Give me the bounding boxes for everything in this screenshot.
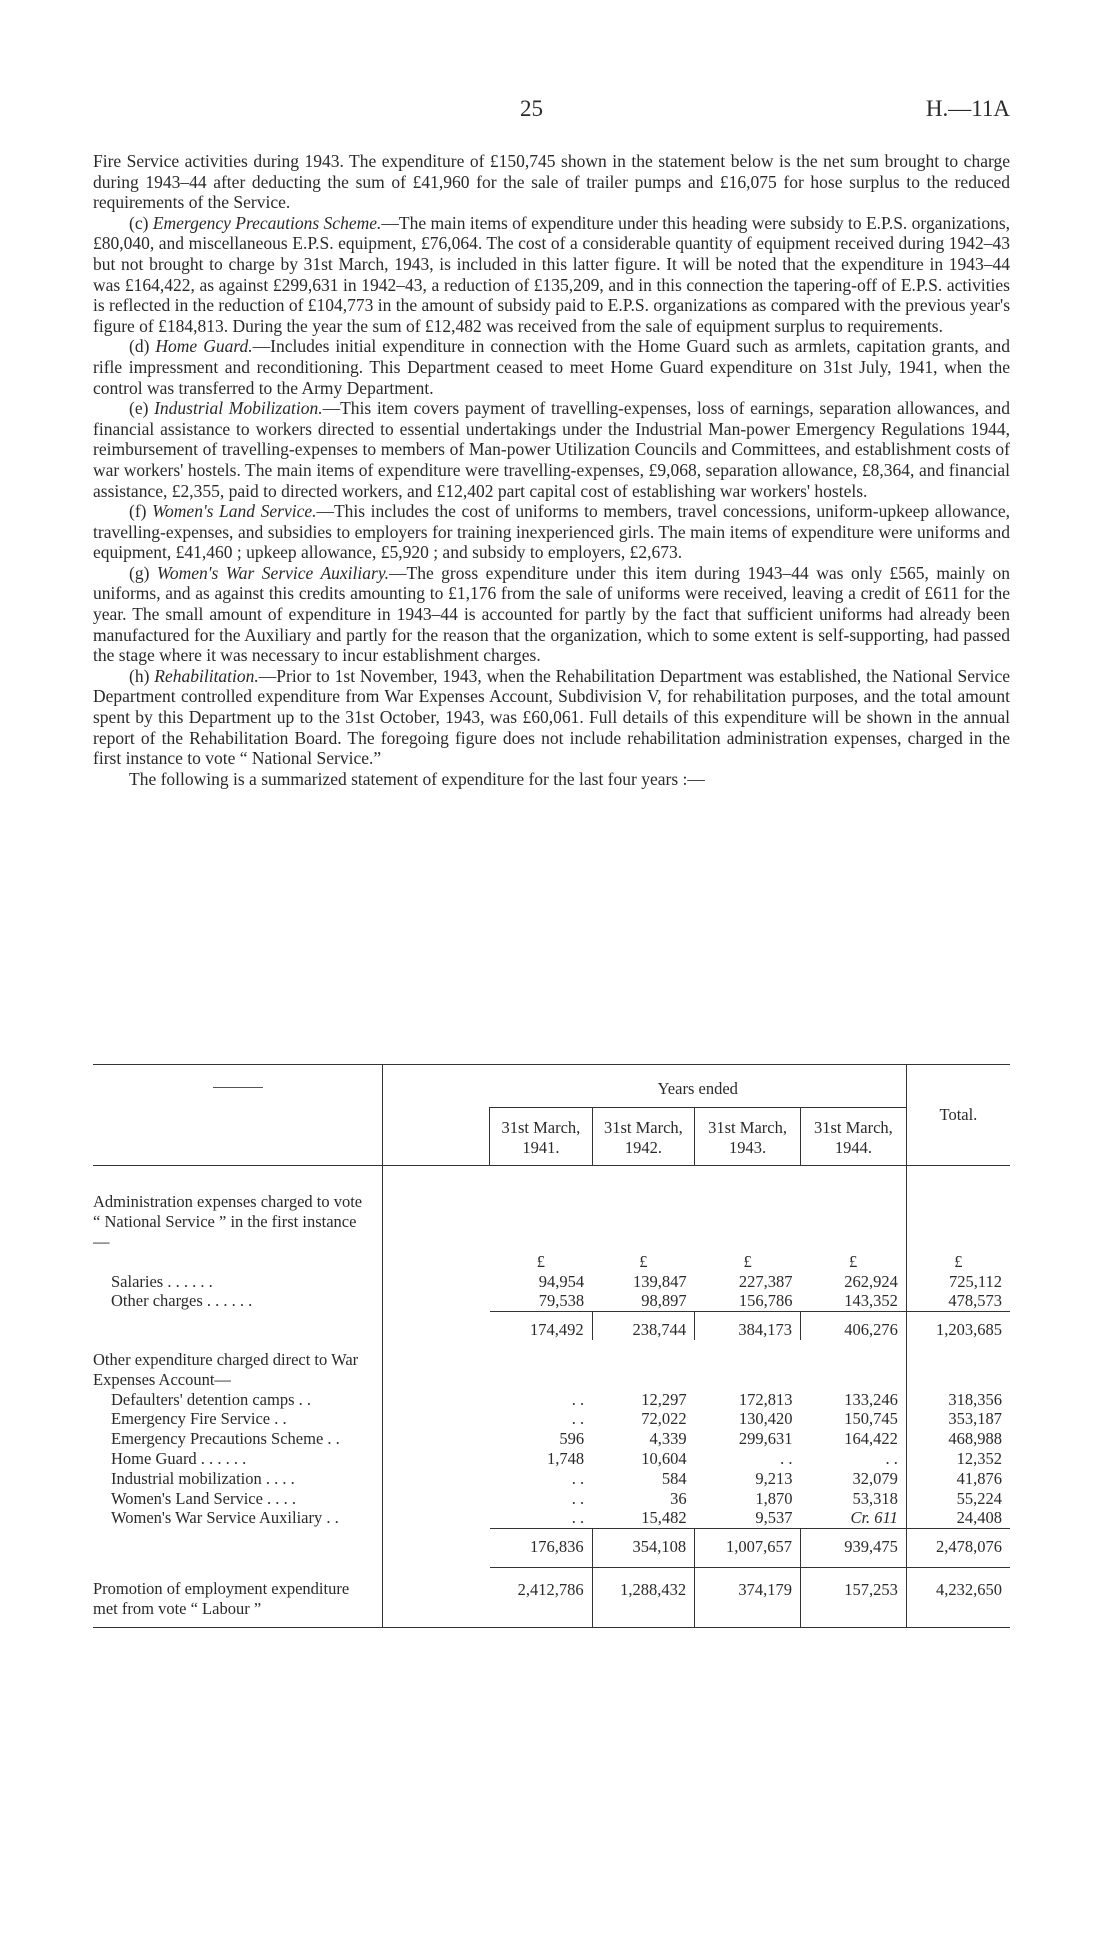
cell: 1,748 bbox=[547, 1448, 585, 1468]
table-row bbox=[93, 1390, 1010, 1410]
paragraph-text: —The main items of expenditure under this heading were subsidy to E.P.S. organizations, £80,040, and miscellaneous E.P.S. equipment, £76,064. The cost of a considerable quantity of equipment received during 1942–43 but not brought to charge by 31st March, 1943, is included in this latter figure. It will be noted that the expenditure in 1943–44 was £164,422, as against £299,631 in 1942–43, a reduction of £135,209, and in this connection the tapering-off of E.P.S. activities is reflected in the reduction of £104,773 in the amount of subsidy paid to E.P.S. organizations as compared with the previous year's figure of £184,813. During the year the sum of £12,482 was received from the sale of equipment surplus to requirements. bbox=[93, 212, 1011, 336]
table-row bbox=[93, 1489, 1010, 1509]
paragraph-label: (g) bbox=[129, 562, 150, 583]
paragraph-emergency-precautions bbox=[93, 213, 1010, 337]
subtotal-row bbox=[93, 1529, 1010, 1568]
cell: . . bbox=[780, 1448, 793, 1468]
cell: 318,356 bbox=[906, 1390, 1010, 1410]
paragraph-text: —This item covers payment of travelling-expenses, loss of earnings, separation allowances, and financial assistance to workers directed to essential undertakings under the Industrial Man-power Emergency Regulations 1944, reimbursement of travelling-expenses to members of Man-power Utilization Councils and Committees, and establishment costs of war workers' hostels. The main items of expenditure were travelling-expenses, £9,068, separation allowance, £8,364, and financial assistance, £2,355, paid to directed workers, and £12,402 part capital cost of establishing war workers' hostels. bbox=[93, 398, 1011, 501]
subtotal-row bbox=[93, 1312, 1010, 1340]
cell: 374,179 bbox=[695, 1567, 801, 1627]
paragraph-text: —This includes the cost of uniforms to members, travel concessions, uniform-upkeep allowance, travelling-expenses, and subsidies to employers for training inexperienced girls. The main items of expenditure were uniforms and equipment, £41,460 ; upkeep allowance, £5,920 ; and subsidy to employers, £2,673. bbox=[93, 501, 1011, 563]
cell: 36 bbox=[670, 1488, 687, 1508]
paragraph-label: (h) bbox=[129, 665, 150, 686]
cell: . . bbox=[571, 1468, 585, 1488]
cell: 1,288,432 bbox=[592, 1567, 695, 1627]
table-row bbox=[93, 1508, 1010, 1528]
row-label: Defaulters' detention camps . . bbox=[111, 1389, 311, 1409]
cell: 10,604 bbox=[641, 1448, 687, 1468]
paragraph-label: (f) bbox=[129, 501, 147, 522]
paragraph-heading: Women's Land Service. bbox=[152, 501, 317, 522]
cell: 12,297 bbox=[641, 1389, 687, 1409]
paragraph-text: —The gross expenditure under this item during 1943–44 was only £565, mainly on uniforms, and as against this credits amounting to £1,176 from the sale of uniforms were received, leaving a credit of £611 for the year. The small amount of expenditure in 1943–44 is accounted for partly by the fact that sufficient uniforms had already been manufactured for the Auxiliary and partly for the reason that the organization, which to some extent is self-supporting, had passed the stage where it was necessary to incur establishment charges. bbox=[93, 562, 1010, 666]
cell: 478,573 bbox=[906, 1291, 1010, 1311]
paragraph-heading: Industrial Mobilization. bbox=[154, 398, 323, 419]
currency-symbol: £ bbox=[849, 1251, 858, 1271]
paragraph-label: (d) bbox=[129, 336, 150, 357]
cell: 9,213 bbox=[755, 1468, 793, 1488]
cell: 227,387 bbox=[738, 1271, 793, 1291]
cell: 584 bbox=[661, 1468, 687, 1488]
subtotal-cell: 174,492 bbox=[530, 1320, 584, 1340]
paragraph-table-intro bbox=[93, 769, 1010, 790]
subtotal-cell: 939,475 bbox=[800, 1529, 906, 1568]
subtotal-cell: 1,007,657 bbox=[695, 1529, 801, 1568]
document-reference: H.—11A bbox=[925, 96, 1010, 121]
row-label: Salaries . . . . . . bbox=[111, 1271, 213, 1291]
paragraph-text: —Includes initial expenditure in connection with the Home Guard such as armlets, capitation grants, and rifle impressment and reconditioning. This Department ceased to meet Home Guard expenditure on 31st July, 1941, when the control was transferred to the Army Department. bbox=[93, 336, 1011, 398]
column-header-1942: 31st March, 1942. bbox=[592, 1107, 695, 1166]
table-row bbox=[93, 1449, 1010, 1469]
cell: 72,022 bbox=[641, 1409, 687, 1429]
stub-header bbox=[93, 1065, 383, 1166]
table-header-row bbox=[93, 1065, 1010, 1108]
paragraph-fire-service bbox=[93, 151, 1010, 213]
cell: 94,954 bbox=[538, 1271, 585, 1291]
row-label: Industrial mobilization . . . . bbox=[111, 1468, 295, 1488]
cell: 1,870 bbox=[755, 1488, 793, 1508]
cell: 98,897 bbox=[592, 1291, 695, 1311]
column-header-1943: 31st March, 1943. bbox=[695, 1107, 801, 1166]
row-label: Emergency Fire Service . . bbox=[111, 1409, 287, 1429]
cell: 15,482 bbox=[592, 1508, 695, 1528]
cell: 299,631 bbox=[738, 1429, 793, 1449]
promotion-label: Promotion of employment expenditure met from vote “ Labour ” bbox=[93, 1579, 350, 1619]
cell: 32,079 bbox=[852, 1468, 898, 1488]
paragraph-heading: Rehabilitation. bbox=[154, 665, 259, 686]
subtotal-cell: 406,276 bbox=[800, 1312, 906, 1340]
other-heading: Other expenditure charged direct to War Expenses Account— bbox=[93, 1349, 359, 1389]
table-row bbox=[93, 1429, 1010, 1449]
table-row bbox=[93, 1272, 1010, 1292]
paragraph-text: Fire Service activities during 1943. The expenditure of £150,745 shown in the statement below is the net sum brought to charge during 1943–44 after deducting the sum of £41,960 for the sale of trailer pumps and £16,075 for hose surplus to the reduced requirements of the Service. bbox=[93, 151, 1010, 213]
cell: 4,339 bbox=[649, 1429, 687, 1449]
paragraph-text: —Prior to 1st November, 1943, when the Rehabilitation Department was established, the National Service Department controlled expenditure from War Expenses Account, Subdivision V, for rehabilitation purposes, and the total amount spent by this Department up to the 31st October, 1943, was £60,061. Full details of this expenditure will be shown in the annual report of the Rehabilitation Board. The foregoing figure does not include rehabilitation administration expenses, charged in the first instance to vote “ National Service.” bbox=[93, 665, 1010, 769]
admin-heading-row bbox=[93, 1166, 1010, 1252]
table-row bbox=[93, 1291, 1010, 1311]
cell: 725,112 bbox=[906, 1272, 1010, 1292]
page-header bbox=[0, 96, 1114, 126]
column-header-1941: 31st March, 1941. bbox=[490, 1107, 593, 1166]
years-ended-header: Years ended bbox=[490, 1065, 907, 1108]
paragraph-label: (c) bbox=[129, 212, 149, 233]
currency-symbol: £ bbox=[536, 1251, 546, 1271]
cell: . . bbox=[490, 1508, 593, 1528]
cell: 143,352 bbox=[800, 1291, 906, 1311]
row-label: Emergency Precautions Scheme . . bbox=[111, 1429, 340, 1449]
cell: Cr. 611 bbox=[800, 1508, 906, 1528]
cell: 157,253 bbox=[800, 1567, 906, 1627]
total-header: Total. bbox=[906, 1065, 1010, 1166]
paragraph-heading: Home Guard. bbox=[155, 336, 253, 357]
row-label: Home Guard . . . . . . bbox=[111, 1448, 247, 1468]
cell: 133,246 bbox=[844, 1389, 898, 1409]
body-text bbox=[93, 151, 1010, 789]
subtotal-cell: 354,108 bbox=[592, 1529, 695, 1568]
cell: . . bbox=[571, 1488, 585, 1508]
paragraph-heading: Emergency Precautions Scheme. bbox=[152, 212, 382, 233]
expenditure-summary-table bbox=[93, 1064, 1010, 1628]
paragraph-text: The following is a summarized statement of expenditure for the last four years :— bbox=[129, 768, 705, 789]
row-label: Women's Land Service . . . . bbox=[111, 1488, 296, 1508]
subtotal-cell: 176,836 bbox=[490, 1529, 593, 1568]
currency-symbol: £ bbox=[906, 1252, 1010, 1272]
cell: 172,813 bbox=[738, 1389, 793, 1409]
cell: 150,745 bbox=[844, 1409, 898, 1429]
paragraph-heading: Women's War Service Auxiliary. bbox=[156, 562, 389, 583]
paragraph-home-guard bbox=[93, 336, 1010, 398]
table-row bbox=[93, 1469, 1010, 1489]
admin-heading: Administration expenses charged to vote “ National Service ” in the first instance— bbox=[93, 1192, 363, 1251]
cell: 53,318 bbox=[852, 1488, 898, 1508]
subtotal-cell: 2,478,076 bbox=[906, 1529, 1010, 1568]
cell: 24,408 bbox=[906, 1508, 1010, 1528]
cell: 353,187 bbox=[906, 1409, 1010, 1429]
paragraph-rehabilitation bbox=[93, 666, 1010, 769]
cell: 130,420 bbox=[738, 1409, 793, 1429]
page-number: 25 bbox=[520, 96, 543, 121]
cell: 79,538 bbox=[490, 1291, 593, 1311]
cell: 262,924 bbox=[844, 1271, 898, 1291]
cell: 9,537 bbox=[695, 1508, 801, 1528]
cell: . . bbox=[571, 1389, 585, 1409]
cell: 4,232,650 bbox=[906, 1567, 1010, 1627]
cell: 12,352 bbox=[906, 1449, 1010, 1469]
paragraph-industrial-mobilization bbox=[93, 398, 1010, 501]
promotion-row bbox=[93, 1567, 1010, 1627]
cell: . . bbox=[885, 1448, 898, 1468]
subtotal-cell: 238,744 bbox=[592, 1312, 695, 1340]
cell: 139,847 bbox=[633, 1271, 687, 1291]
row-label: Women's War Service Auxiliary . . bbox=[111, 1508, 339, 1528]
cell: . . bbox=[571, 1409, 585, 1429]
paragraph-womens-land-service bbox=[93, 501, 1010, 563]
cell: 596 bbox=[559, 1429, 585, 1449]
currency-row bbox=[93, 1252, 1010, 1272]
cell: 468,988 bbox=[906, 1429, 1010, 1449]
subtotal-cell: 384,173 bbox=[695, 1312, 801, 1340]
currency-symbol: £ bbox=[743, 1251, 752, 1271]
cell: 156,786 bbox=[695, 1291, 801, 1311]
row-label: Other charges . . . . . . bbox=[111, 1291, 253, 1311]
paragraph-womens-war-service bbox=[93, 563, 1010, 666]
cell: 41,876 bbox=[906, 1469, 1010, 1489]
currency-symbol: £ bbox=[639, 1251, 648, 1271]
paragraph-label: (e) bbox=[129, 398, 149, 419]
subtotal-cell: 1,203,685 bbox=[906, 1312, 1010, 1340]
table-row bbox=[93, 1409, 1010, 1429]
column-header-1944: 31st March, 1944. bbox=[800, 1107, 906, 1166]
cell: 55,224 bbox=[906, 1489, 1010, 1509]
cell: 2,412,786 bbox=[517, 1579, 584, 1599]
cell: 164,422 bbox=[844, 1429, 898, 1449]
other-heading-row bbox=[93, 1340, 1010, 1390]
